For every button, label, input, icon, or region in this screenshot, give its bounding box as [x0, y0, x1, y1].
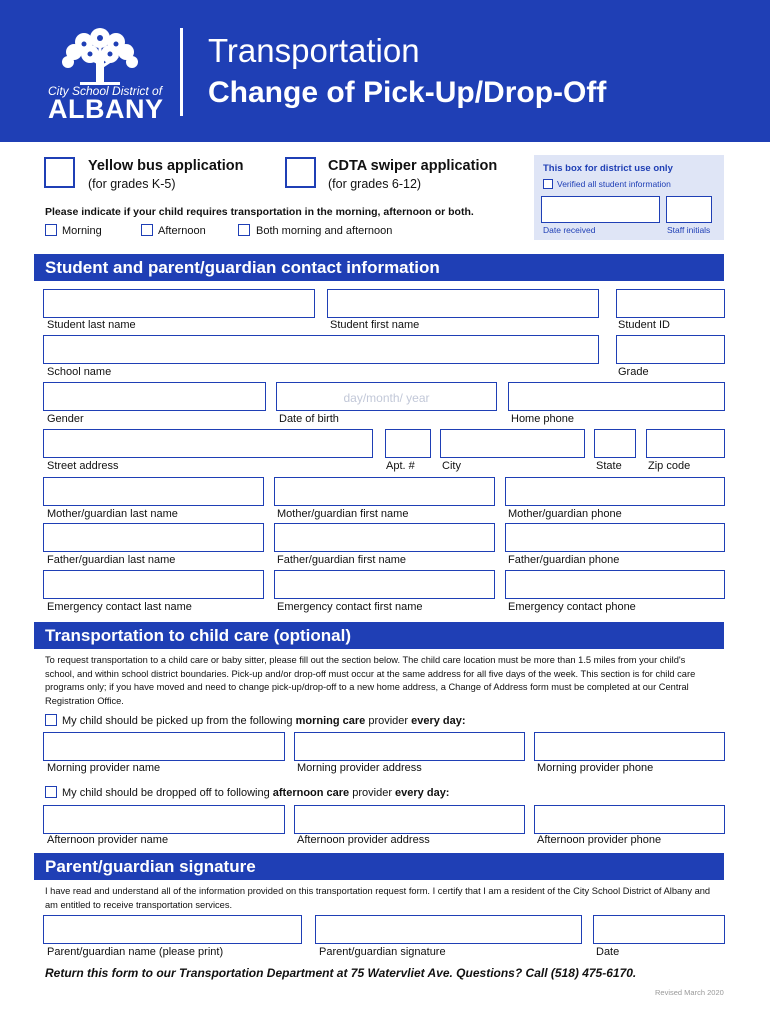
- yellow-bus-checkbox[interactable]: [44, 157, 75, 188]
- grade-field[interactable]: [616, 335, 725, 364]
- morning-checkbox[interactable]: [45, 224, 57, 236]
- father-phone-label: Father/guardian phone: [508, 554, 620, 566]
- afternoon-provider-address-field[interactable]: [294, 805, 525, 834]
- cdta-title: CDTA swiper application: [328, 158, 498, 174]
- student-last-name-field[interactable]: [43, 289, 315, 318]
- date-label: Date: [596, 946, 620, 958]
- father-last-name-label: Father/guardian last name: [47, 554, 176, 566]
- afternoon-care-checkbox[interactable]: [45, 786, 57, 798]
- morning-provider-name-label: Morning provider name: [47, 762, 161, 774]
- section-signature-header: Parent/guardian signature: [34, 853, 724, 880]
- page-title-line1: Transportation: [208, 32, 420, 69]
- zip-label: Zip code: [648, 460, 691, 472]
- grade-label: Grade: [618, 366, 649, 378]
- cdta-sub: (for grades 6-12): [328, 177, 422, 191]
- mother-first-name-label: Mother/guardian first name: [277, 508, 409, 520]
- staff-initials-field[interactable]: [666, 196, 712, 223]
- date-field[interactable]: [593, 915, 725, 944]
- both-label: Both morning and afternoon: [256, 225, 393, 237]
- state-field[interactable]: [594, 429, 636, 458]
- state-label: State: [596, 460, 622, 472]
- school-name-label: School name: [47, 366, 112, 378]
- emergency-phone-field[interactable]: [505, 570, 725, 599]
- mother-first-name-field[interactable]: [274, 477, 495, 506]
- page-title-line2: Change of Pick-Up/Drop-Off: [208, 76, 607, 109]
- father-phone-field[interactable]: [505, 523, 725, 552]
- gender-field[interactable]: [43, 382, 266, 411]
- afternoon-label: Afternoon: [158, 225, 206, 237]
- morning-provider-phone-label: Morning provider phone: [537, 762, 654, 774]
- signature-statement: I have read and understand all of the information provided on this transportation request form. I certify that I am a resident of the City School District of Albany and am entitled to receive transportation services.: [45, 886, 711, 910]
- section-child-care-header: Transportation to child care (optional): [34, 622, 724, 649]
- afternoon-care-statement: My child should be dropped off to following afternoon care provider every day:: [62, 787, 450, 799]
- date-received-field[interactable]: [541, 196, 660, 223]
- afternoon-provider-name-label: Afternoon provider name: [47, 834, 169, 846]
- morning-provider-name-field[interactable]: [43, 732, 285, 761]
- cdta-checkbox[interactable]: [285, 157, 316, 188]
- section-contact-header: Student and parent/guardian contact information: [34, 254, 724, 281]
- student-last-name-label: Student last name: [47, 319, 136, 331]
- district-use-title: This box for district use only: [543, 163, 673, 174]
- afternoon-checkbox[interactable]: [141, 224, 153, 236]
- return-instructions: Return this form to our Transportation Department at 75 Watervliet Ave. Questions? Call (518) 475-6170.: [45, 966, 637, 980]
- morning-provider-address-field[interactable]: [294, 732, 525, 761]
- afternoon-provider-phone-label: Afternoon provider phone: [537, 834, 662, 846]
- parent-signature-label: Parent/guardian signature: [319, 946, 446, 958]
- date-of-birth-field[interactable]: day/month/ year: [276, 382, 497, 411]
- mother-last-name-label: Mother/guardian last name: [47, 508, 178, 520]
- morning-care-checkbox[interactable]: [45, 714, 57, 726]
- afternoon-provider-address-label: Afternoon provider address: [297, 834, 430, 846]
- emergency-phone-label: Emergency contact phone: [508, 601, 636, 613]
- father-first-name-field[interactable]: [274, 523, 495, 552]
- yellow-bus-title: Yellow bus application: [88, 158, 244, 174]
- student-first-name-label: Student first name: [330, 319, 420, 331]
- verified-checkbox[interactable]: [543, 179, 553, 189]
- date-received-label: Date received: [543, 225, 596, 235]
- school-name-field[interactable]: [43, 335, 599, 364]
- emergency-last-name-field[interactable]: [43, 570, 264, 599]
- morning-care-statement: My child should be picked up from the following morning care provider every day:: [62, 715, 466, 727]
- student-first-name-field[interactable]: [327, 289, 599, 318]
- home-phone-label: Home phone: [511, 413, 574, 425]
- both-checkbox[interactable]: [238, 224, 250, 236]
- emergency-last-name-label: Emergency contact last name: [47, 601, 192, 613]
- logo-text-small: City School District of: [48, 84, 163, 98]
- city-field[interactable]: [440, 429, 585, 458]
- date-of-birth-label: Date of birth: [279, 413, 339, 425]
- mother-phone-label: Mother/guardian phone: [508, 508, 622, 520]
- street-address-label: Street address: [47, 460, 119, 472]
- father-last-name-field[interactable]: [43, 523, 264, 552]
- home-phone-field[interactable]: [508, 382, 725, 411]
- parent-signature-field[interactable]: [315, 915, 582, 944]
- emergency-first-name-label: Emergency contact first name: [277, 601, 423, 613]
- tree-logo-icon: [56, 24, 144, 88]
- father-first-name-label: Father/guardian first name: [277, 554, 407, 566]
- yellow-bus-sub: (for grades K-5): [88, 177, 176, 191]
- afternoon-provider-name-field[interactable]: [43, 805, 285, 834]
- gender-label: Gender: [47, 413, 84, 425]
- emergency-first-name-field[interactable]: [274, 570, 495, 599]
- student-id-label: Student ID: [618, 319, 670, 331]
- header-banner: [0, 0, 770, 142]
- header-divider: [180, 28, 183, 116]
- parent-name-print-label: Parent/guardian name (please print): [47, 946, 224, 958]
- morning-provider-address-label: Morning provider address: [297, 762, 422, 774]
- morning-provider-phone-field[interactable]: [534, 732, 725, 761]
- apt-field[interactable]: [385, 429, 431, 458]
- morning-label: Morning: [62, 225, 102, 237]
- parent-name-print-field[interactable]: [43, 915, 302, 944]
- apt-label: Apt. #: [386, 460, 415, 472]
- afternoon-provider-phone-field[interactable]: [534, 805, 725, 834]
- time-of-day-prompt: Please indicate if your child requires transportation in the morning, afternoon or both.: [45, 206, 474, 218]
- mother-last-name-field[interactable]: [43, 477, 264, 506]
- revised-date: Revised March 2020: [655, 988, 724, 997]
- child-care-intro: To request transportation to a child care or baby sitter, please fill out the section below. The child care location must be more than 1.5 miles from your child's school, and within school district boundaries. Pick-up and/or drop-off must occur at the same address for all five days of the week. This section is for child care programs only; if you have moved and need to change pick-up/drop-off to a new home address, a Change of Address form must be completed at our Central Registration Office.: [45, 655, 696, 706]
- student-id-field[interactable]: [616, 289, 725, 318]
- verified-label: Verified all student information: [557, 179, 671, 189]
- zip-field[interactable]: [646, 429, 725, 458]
- mother-phone-field[interactable]: [505, 477, 725, 506]
- city-label: City: [442, 460, 461, 472]
- logo-text-big: ALBANY: [48, 94, 164, 124]
- staff-initials-label: Staff initials: [667, 225, 711, 235]
- street-address-field[interactable]: [43, 429, 373, 458]
